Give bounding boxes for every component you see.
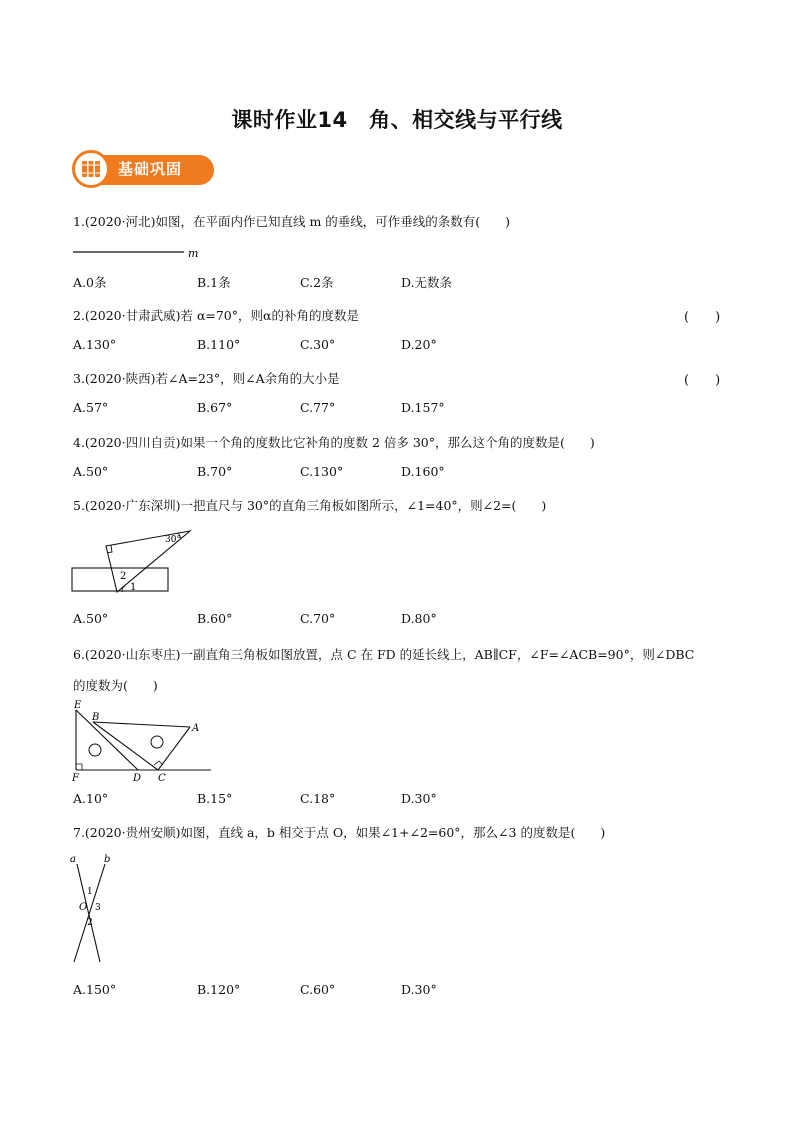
question-5-option-c: C.70° [300, 611, 336, 626]
angle-1-label: 1 [130, 582, 137, 593]
question-6-stem-line-2: 的度数为( ) [73, 678, 158, 693]
question-3-option-c: C.77° [300, 400, 336, 415]
question-6-stem: 6.(2020·山东枣庄)一副直角三角板如图放置，点 C 在 FD 的延长线上，AB∥CF，∠F=∠ACB=90°，则∠DBC [73, 647, 695, 662]
question-5-option-a: A.50° [73, 611, 109, 626]
line-b-label: b [104, 854, 111, 865]
question-4-stem: 4.(2020·四川自贡)如果一个角的度数比它补角的度数 2 倍多 30°，那么这个角的度数是( ) [73, 435, 595, 450]
question-5-stem: 5.(2020·广东深圳)一把直尺与 30°的直角三角板如图所示，∠1=40°，则∠2=( ) [73, 498, 547, 513]
question-6-option-b: B.15° [197, 791, 233, 806]
question-7-stem: 7.(2020·贵州安顺)如图，直线 a，b 相交于点 O，如果∠1+∠2=60°，那么∠3 的度数是( ) [73, 825, 606, 840]
question-3-option-b: B.67° [197, 400, 233, 415]
question-3-option-a: A.57° [73, 400, 109, 415]
point-e-label: E [74, 700, 82, 711]
question-5-option-b: B.60° [197, 611, 233, 626]
question-1-option-c: C.2条 [300, 275, 334, 290]
question-6-option-d: D.30° [401, 791, 437, 806]
question-6-option-a: A.10° [73, 791, 109, 806]
question-2-answer-paren: ( ) [684, 310, 721, 325]
line-a-label: a [70, 854, 76, 865]
badge-label: 基础巩固 [118, 160, 183, 178]
line-m-label: m [188, 247, 199, 260]
question-3-answer-paren: ( ) [684, 373, 721, 388]
question-4-option-b: B.70° [197, 464, 233, 479]
question-7-option-a: A.150° [73, 982, 117, 997]
question-2-option-d: D.20° [401, 337, 437, 352]
question-3-option-d: D.157° [401, 400, 445, 415]
section-badge [72, 150, 215, 188]
angle-2-label: 2 [120, 571, 127, 582]
question-1-option-b: B.1条 [197, 275, 231, 290]
question-6-option-c: C.18° [300, 791, 336, 806]
question-4-option-a: A.50° [73, 464, 109, 479]
angle-1-label: 1 [87, 887, 93, 897]
question-7-option-d: D.30° [401, 982, 437, 997]
question-5-option-d: D.80° [401, 611, 437, 626]
angle-3-label: 3 [95, 903, 101, 913]
question-4-option-d: D.160° [401, 464, 445, 479]
point-f-label: F [72, 773, 79, 783]
question-1-option-a: A.0条 [73, 275, 107, 290]
question-1-stem: 1.(2020·河北)如图，在平面内作已知直线 m 的垂线，可作垂线的条数有( ) [73, 214, 511, 229]
question-7-option-b: B.120° [197, 982, 241, 997]
question-3-stem: 3.(2020·陕西)若∠A=23°，则∠A余角的大小是 [73, 371, 340, 386]
question-6-figure [68, 698, 218, 783]
question-7-option-c: C.60° [300, 982, 336, 997]
point-b-label: B [92, 712, 100, 723]
question-1-option-d: D.无数条 [401, 275, 453, 290]
angle-2-label: 2 [87, 918, 93, 928]
page-title: 课时作业14 角、相交线与平行线 [231, 108, 563, 132]
question-7-figure [68, 852, 118, 967]
point-o-label: O [79, 902, 88, 913]
question-5-figure [70, 526, 200, 596]
point-c-label: C [158, 773, 166, 783]
question-2-option-a: A.130° [73, 337, 117, 352]
point-d-label: D [133, 773, 142, 783]
question-2-option-c: C.30° [300, 337, 336, 352]
question-4-option-c: C.130° [300, 464, 344, 479]
question-2-stem: 2.(2020·甘肃武威)若 α=70°，则α的补角的度数是 [73, 308, 359, 323]
point-a-label: A [192, 723, 200, 734]
angle-30-label: 30° [165, 535, 181, 545]
books-icon [80, 158, 102, 180]
question-1-figure [72, 244, 212, 262]
question-2-option-b: B.110° [197, 337, 241, 352]
